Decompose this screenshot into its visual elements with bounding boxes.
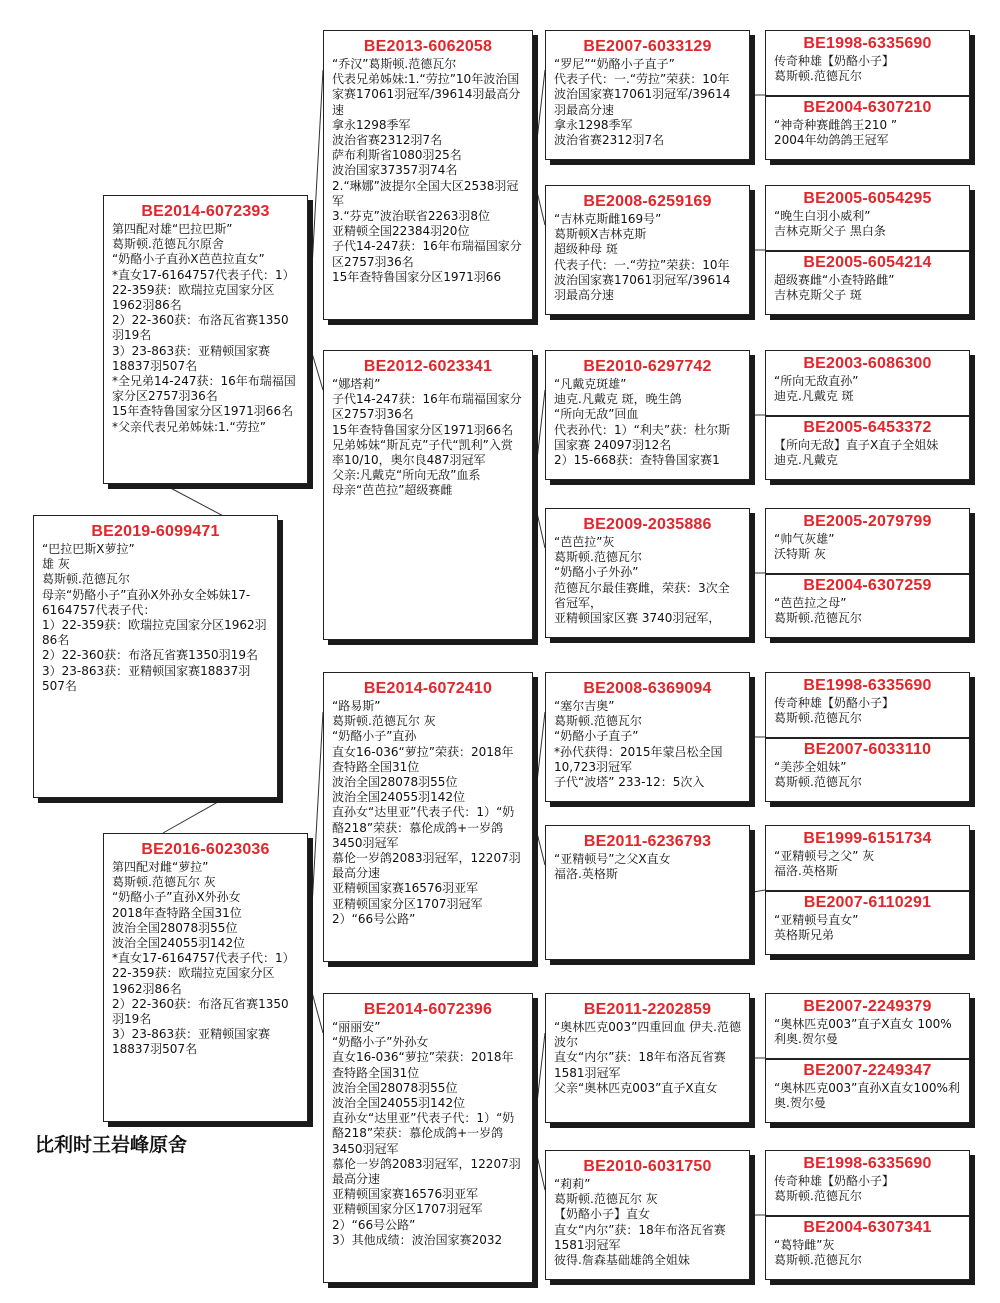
g3-card-4 bbox=[545, 508, 750, 638]
g4-bottom-bird bbox=[766, 576, 969, 637]
ring-number: BE2010-6031750 bbox=[583, 1158, 712, 1175]
g4-bottom-bird bbox=[766, 98, 969, 159]
card-content bbox=[546, 357, 749, 479]
ring-number: BE2014-6072393 bbox=[141, 203, 270, 220]
card-content bbox=[546, 192, 749, 314]
connector-line bbox=[533, 817, 545, 865]
bird-details: “奥林匹克003”直子X直女 100%利奥.贺尔曼 bbox=[774, 1017, 952, 1047]
ring-number: BE2007-2249379 bbox=[803, 998, 932, 1015]
ring-number: BE2004-6307210 bbox=[803, 99, 932, 116]
g4-top-bird bbox=[766, 829, 969, 890]
connector-line bbox=[533, 712, 545, 817]
ring-number: BE2003-6086300 bbox=[803, 355, 932, 372]
ring-number: BE2007-6110291 bbox=[803, 894, 932, 911]
bird-details: “娜塔莉” 子代14-247获：16年布瑞福国家分区2757羽36名 15年查特鲁国家分区1971羽66名 兄弟姊妹“斯瓦克”子代“凯利”入赏率10/10，奥尔良487羽冠军 父亲:凡戴克“所向无敌”血系 母亲“芭芭拉”超级赛雌 bbox=[332, 377, 522, 498]
ring-number: BE1998-6335690 bbox=[803, 35, 932, 52]
bird-details: 传奇种雄【奶酪小子】 葛斯顿.范德瓦尔 bbox=[774, 54, 895, 84]
g3-card-5 bbox=[545, 672, 750, 802]
card-content bbox=[324, 679, 532, 961]
card-divider bbox=[766, 890, 969, 892]
bird-details: “莉莉” 葛斯顿.范德瓦尔 灰 【奶酪小子】直女 直女“内尔”获：18年布洛瓦省赛1581羽冠军 彼得.詹森基础雄鸽全姐妹 bbox=[554, 1177, 726, 1268]
card-content bbox=[546, 1157, 749, 1279]
bird-details: “美莎全姐妹” 葛斯顿.范德瓦尔 bbox=[774, 760, 862, 790]
card-content bbox=[546, 679, 749, 801]
bird-details: “乔汉”葛斯顿.范德瓦尔 代表兄弟姊妹:1.“劳拉”10年波治国家赛17061羽冠军/39614羽最高分速 拿永1298季军 波治省赛2312羽7名 萨布利斯省1080羽25名 波治国家37357羽74名 2.“琳娜”波提尔全国大区2538羽冠军 3.“芬克”波治联省2263羽8位 亚精顿全国22384羽20位 子代14-247获：16年布瑞福国家分区2757羽36名 15年查特鲁国家分区1971羽66 bbox=[332, 57, 522, 284]
g4-top-bird bbox=[766, 189, 969, 250]
card-divider bbox=[766, 1215, 969, 1217]
card-content bbox=[546, 515, 749, 637]
bird-details: “帅气灰雄” 沃特斯 灰 bbox=[774, 532, 835, 562]
card-content bbox=[104, 840, 307, 1121]
sire-card bbox=[103, 195, 308, 484]
ring-number: BE2005-6054295 bbox=[803, 190, 932, 207]
g4-top-bird bbox=[766, 997, 969, 1058]
bird-details: “罗尼”“奶酪小子直子” 代表子代：一.“劳拉”荣获：10年波治国家赛17061羽冠军/39614羽最高分速 拿永1298季军 波治省赛2312羽7名 bbox=[554, 57, 731, 148]
g4-top-bird bbox=[766, 1154, 969, 1215]
g4-pair-card-4 bbox=[765, 508, 970, 638]
ring-number: BE2007-2249347 bbox=[803, 1062, 932, 1079]
bird-details: “葛特雌”灰 葛斯顿.范德瓦尔 bbox=[774, 1238, 862, 1268]
connector-line bbox=[533, 495, 545, 548]
ring-number: BE2010-6297742 bbox=[583, 358, 712, 375]
card-divider bbox=[766, 415, 969, 417]
ring-number: BE2014-6072396 bbox=[363, 1001, 493, 1018]
bird-details: 传奇种雄【奶酪小子】 葛斯顿.范德瓦尔 bbox=[774, 696, 895, 726]
connector-line bbox=[533, 70, 545, 175]
connector-line bbox=[533, 1138, 545, 1190]
sire-sire-card bbox=[323, 30, 533, 320]
bird-details: “亚精顿号直女” 英格斯兄弟 bbox=[774, 913, 859, 943]
g3-card-3 bbox=[545, 350, 750, 480]
ring-number: BE1999-6151734 bbox=[803, 830, 932, 847]
ring-number: BE2004-6307259 bbox=[803, 577, 932, 594]
g4-pair-card-1 bbox=[765, 30, 970, 160]
bird-details: “所向无敌直孙” 迪克.凡戴克 斑 bbox=[774, 374, 859, 404]
g4-pair-card-8 bbox=[765, 1150, 970, 1280]
bird-details: “塞尔吉奥” 葛斯顿.范德瓦尔 “奶酪小子直子” *孙代获得：2015年蒙吕松全国10,723羽冠军 子代“波塔” 233-12：5次入 bbox=[554, 699, 723, 790]
ring-number: BE2012-6023341 bbox=[363, 358, 493, 375]
bird-details: “芭芭拉”灰 葛斯顿.范德瓦尔 “奶酪小子外孙” 范德瓦尔最佳赛雌，荣获：3次全省冠军， 亚精顿国家区赛 3740羽冠军， bbox=[554, 535, 730, 626]
ring-number: BE1998-6335690 bbox=[803, 677, 932, 694]
bird-details: “巴拉巴斯X萝拉” 雄 灰 葛斯顿.范德瓦尔 母亲“奶酪小子”直孙X外孙女全姊妹17-6164757代表子代： 1）22-359获：欧瑞拉克国家分区1962羽86名 2）22-360获：布洛瓦省赛1350羽19名 3）23-863获：亚精顿国家赛18837羽507名 bbox=[42, 542, 267, 693]
g4-bottom-bird bbox=[766, 1061, 969, 1122]
card-content bbox=[324, 1000, 532, 1282]
dam-sire-card bbox=[323, 672, 533, 962]
dam-dam-card bbox=[323, 993, 533, 1283]
bird-details: “丽丽安” “奶酪小子”外孙女 直女16-036“萝拉”荣获：2018年查特路全国31位 波治全国28078羽55位 波治全国24055羽142位 直孙女“达里亚”代表子代：1）“奶酪218”荣获：慕伦成鸽+一岁鸽3450羽冠军 慕伦一岁鸽2083羽冠军，12207羽最高分速 亚精顿国家赛16576羽亚军 亚精顿国家分区1707羽冠军 2）“66号公路” 3）其他成绩：波治国家赛2032 bbox=[332, 1020, 521, 1247]
sire-dam-card bbox=[323, 350, 533, 640]
bird-details: 超级赛雌“小查特路雌” 吉林克斯父子 斑 bbox=[774, 273, 895, 303]
card-divider bbox=[766, 1058, 969, 1060]
subject-card bbox=[33, 515, 278, 798]
ring-number: BE2011-2202859 bbox=[583, 1001, 712, 1018]
connector-line bbox=[308, 70, 323, 340]
card-content bbox=[546, 1000, 749, 1122]
bird-details: “亚精顿号”之父X直女 福洛.英格斯 bbox=[554, 852, 671, 882]
ring-number: BE2004-6307341 bbox=[803, 1219, 932, 1236]
g4-bottom-bird bbox=[766, 418, 969, 479]
g4-top-bird bbox=[766, 676, 969, 737]
ring-number: BE2007-6033110 bbox=[803, 741, 932, 758]
g4-pair-card-2 bbox=[765, 185, 970, 315]
g4-pair-card-3 bbox=[765, 350, 970, 480]
g4-pair-card-7 bbox=[765, 993, 970, 1123]
g3-card-2 bbox=[545, 185, 750, 315]
card-divider bbox=[766, 95, 969, 97]
g3-card-1 bbox=[545, 30, 750, 160]
ring-number: BE2008-6369094 bbox=[583, 680, 712, 697]
bird-details: “芭芭拉之母” 葛斯顿.范德瓦尔 bbox=[774, 596, 862, 626]
bird-details: “奥林匹克003”直孙X直女100%利奥.贺尔曼 bbox=[774, 1081, 960, 1111]
bird-details: “凡戴克斑雄” 迪克.凡戴克 斑，晚生鸽 “所向无敌”回血 代表孙代：1）“利夫”获：杜尔斯国家赛 24097羽12名 2）15-668获：查特鲁国家赛1 bbox=[554, 377, 731, 468]
ring-number: BE2011-6236793 bbox=[583, 833, 712, 850]
g4-top-bird bbox=[766, 512, 969, 573]
bird-details: “路易斯” 葛斯顿.范德瓦尔 灰 “奶酪小子”直孙 直女16-036“萝拉”荣获：2018年查特路全国31位 波治全国28078羽55位 波治全国24055羽142位 直孙女“达里亚”代表子代：1）“奶酪218”荣获：慕伦成鸽+一岁鸽3450羽冠军 慕伦一岁鸽2083羽冠军，12207羽最高分速 亚精顿国家赛16576羽亚军 亚精顿国家分区1707羽冠军 2）“66号公路” bbox=[332, 699, 521, 926]
ring-number: BE2009-2035886 bbox=[583, 516, 712, 533]
g4-bottom-bird bbox=[766, 253, 969, 314]
card-content bbox=[324, 37, 532, 319]
ring-number: BE2008-6259169 bbox=[583, 193, 712, 210]
card-content bbox=[546, 832, 749, 959]
card-content bbox=[34, 522, 277, 797]
card-content bbox=[104, 202, 307, 483]
connector-line bbox=[533, 175, 545, 225]
bird-details: 【所向无敌】直子X直子全姐妹 迪克.凡戴克 bbox=[774, 438, 939, 468]
ring-number: BE2005-2079799 bbox=[803, 513, 932, 530]
g4-pair-card-6 bbox=[765, 825, 970, 955]
bird-details: 第四配对雌“萝拉” 葛斯顿.范德瓦尔 灰 “奶酪小子”直孙X外孙女 2018年查特路全国31位 波治全国28078羽55位 波治全国24055羽142位 *直女17-6164757代表子代：1）22-359获：欧瑞拉克国家分区1962羽86名 2）22-360获：布洛瓦省赛1350羽19名 3）23-863获：亚精顿国家赛18837羽507名 bbox=[112, 860, 295, 1057]
g4-top-bird bbox=[766, 354, 969, 415]
ring-number: BE1998-6335690 bbox=[803, 1155, 932, 1172]
ring-number: BE2019-6099471 bbox=[91, 523, 220, 540]
g3-card-7 bbox=[545, 993, 750, 1123]
card-divider bbox=[766, 737, 969, 739]
dam-card bbox=[103, 833, 308, 1122]
connector-line bbox=[308, 978, 323, 1034]
g4-bottom-bird bbox=[766, 1218, 969, 1279]
connector-line bbox=[308, 340, 323, 391]
bird-details: “吉林克斯雌169号” 葛斯顿X吉林克斯 超级种母 斑 代表子代：一.“劳拉”荣获：10年波治国家赛17061羽冠军/39614羽最高分速 bbox=[554, 212, 731, 303]
loft-name: 比利时王岩峰原舍 bbox=[35, 1134, 188, 1156]
ring-number: BE2014-6072410 bbox=[363, 680, 493, 697]
ring-number: BE2007-6033129 bbox=[583, 38, 712, 55]
g4-top-bird bbox=[766, 34, 969, 95]
ring-number: BE2016-6023036 bbox=[141, 841, 270, 858]
card-divider bbox=[766, 573, 969, 575]
g3-card-8 bbox=[545, 1150, 750, 1280]
ring-number: BE2005-6054214 bbox=[803, 254, 932, 271]
g4-bottom-bird bbox=[766, 740, 969, 801]
bird-details: “奥林匹克003”四重回血 伊夫.范德波尔 直女“内尔”获：18年布洛瓦省赛1581羽冠军 父亲“奥林匹克003”直子X直女 bbox=[554, 1020, 741, 1095]
ring-number: BE2005-6453372 bbox=[803, 419, 932, 436]
connector-line bbox=[533, 390, 545, 495]
connector-line bbox=[533, 1033, 545, 1138]
card-content bbox=[324, 357, 532, 639]
bird-details: 传奇种雄【奶酪小子】 葛斯顿.范德瓦尔 bbox=[774, 1174, 895, 1204]
connector-line bbox=[750, 890, 765, 893]
g4-pair-card-5 bbox=[765, 672, 970, 802]
bird-details: “晚生白羽小威利” 吉林克斯父子 黑白条 bbox=[774, 209, 886, 239]
bird-details: “亚精顿号之父” 灰 福洛.英格斯 bbox=[774, 849, 875, 879]
card-divider bbox=[766, 250, 969, 252]
card-content bbox=[546, 37, 749, 159]
ring-number: BE2013-6062058 bbox=[363, 38, 493, 55]
bird-details: 第四配对雄“巴拉巴斯” 葛斯顿.范德瓦尔原舍 “奶酪小子直孙X芭芭拉直女” *直女17-6164757代表子代：1）22-359获：欧瑞拉克国家分区1962羽86名 2）22-360获：布洛瓦省赛1350羽19名 3）23-863获：亚精顿国家赛18837羽507名 *全兄弟14-247获：16年布瑞福国家分区2757羽36名 15年查特鲁国家分区1971羽66名 *父亲代表兄弟姊妹:1.“劳拉” bbox=[112, 222, 296, 434]
bird-details: “神奇种赛雌鸽王210 ” 2004年幼鸽鸽王冠军 bbox=[774, 118, 898, 148]
g3-card-6 bbox=[545, 825, 750, 960]
connector-line bbox=[308, 712, 323, 978]
g4-bottom-bird bbox=[766, 893, 969, 954]
